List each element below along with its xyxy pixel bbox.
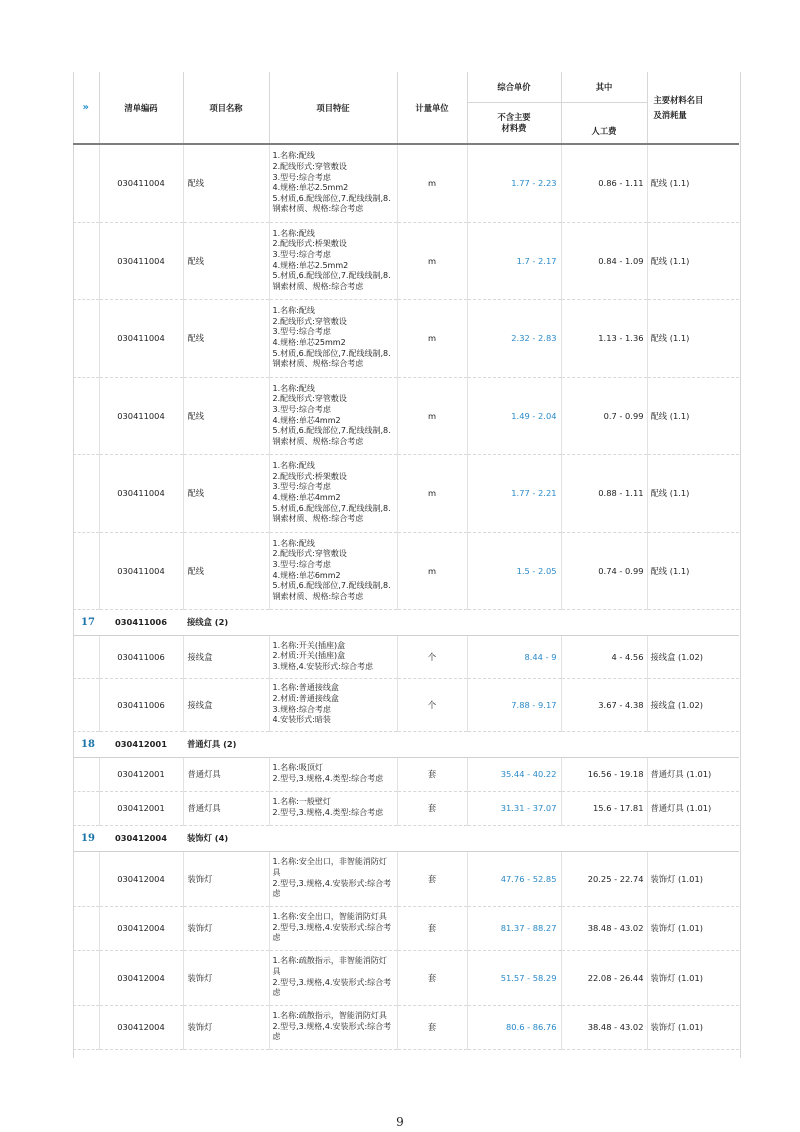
item-feature: 1.名称:疏散指示，智能消防灯具 2.型号,3.规格,4.安装形式:综合考虑 <box>269 1005 397 1049</box>
item-material: 配线 (1.1) <box>647 377 739 454</box>
item-labor: 3.67 - 4.38 <box>561 678 647 731</box>
col-header-excl-material: 不含主要 材料费 <box>467 103 561 145</box>
item-labor: 0.74 - 0.99 <box>561 532 647 609</box>
item-name: 装饰灯 <box>183 906 269 950</box>
item-feature: 1.名称:配线 2.配线形式:穿管敷设 3.型号:综合考虑 4.规格:单芯6mm2 5.材质,6.配线部位,7.配线线制,8.钢索材质、规格:综合考虑 <box>269 532 397 609</box>
table-row <box>73 532 739 609</box>
item-unit: 套 <box>397 851 467 906</box>
row-spacer <box>73 851 99 906</box>
item-unit: 套 <box>397 1005 467 1049</box>
bill-of-quantities-table <box>73 72 739 1050</box>
table-row <box>73 906 739 950</box>
item-material: 装饰灯 (1.01) <box>647 1005 739 1049</box>
item-feature: 1.名称:安全出口，智能消防灯具 2.型号,3.规格,4.安装形式:综合考虑 <box>269 906 397 950</box>
row-spacer <box>73 144 99 222</box>
item-name: 配线 <box>183 144 269 222</box>
item-code: 030412001 <box>99 757 183 791</box>
item-unit: m <box>397 377 467 454</box>
item-code: 030412004 <box>99 851 183 906</box>
item-code: 030411004 <box>99 532 183 609</box>
item-labor: 38.48 - 43.02 <box>561 906 647 950</box>
item-unit: 套 <box>397 950 467 1005</box>
item-material: 配线 (1.1) <box>647 222 739 299</box>
item-material: 装饰灯 (1.01) <box>647 906 739 950</box>
page-number: 9 <box>396 1115 404 1129</box>
item-unit: m <box>397 532 467 609</box>
item-code: 030411004 <box>99 144 183 222</box>
item-labor: 20.25 - 22.74 <box>561 851 647 906</box>
table-row <box>73 757 739 791</box>
item-labor: 0.86 - 1.11 <box>561 144 647 222</box>
item-material: 接线盒 (1.02) <box>647 635 739 678</box>
item-unit: m <box>397 222 467 299</box>
item-material: 配线 (1.1) <box>647 532 739 609</box>
item-feature: 1.名称:配线 2.配线形式:桥架敷设 3.型号:综合考虑 4.规格:单芯2.5mm2 5.材质,6.配线部位,7.配线线制,8.钢索材质、规格:综合考虑 <box>269 222 397 299</box>
col-header-name: 项目名称 <box>183 72 269 144</box>
item-material: 配线 (1.1) <box>647 299 739 377</box>
col-header-unit: 计量单位 <box>397 72 467 144</box>
item-labor: 0.88 - 1.11 <box>561 454 647 532</box>
item-unit: 个 <box>397 635 467 678</box>
item-name: 接线盒 <box>183 635 269 678</box>
table-row <box>73 851 739 906</box>
table-row <box>73 791 739 825</box>
item-code: 030411004 <box>99 299 183 377</box>
item-labor: 15.6 - 17.81 <box>561 791 647 825</box>
table-row <box>73 1005 739 1049</box>
group-row <box>73 825 739 851</box>
item-price: 1.7 - 2.17 <box>467 222 561 299</box>
col-header-code: 清单编码 <box>99 72 183 144</box>
group-number: 19 <box>73 825 99 851</box>
item-feature: 1.名称:安全出口，非智能消防灯具 2.型号,3.规格,4.安装形式:综合考虑 <box>269 851 397 906</box>
group-code: 030412004 <box>99 825 183 851</box>
item-material: 装饰灯 (1.01) <box>647 950 739 1005</box>
group-row <box>73 731 739 757</box>
item-code: 030411006 <box>99 678 183 731</box>
item-price: 1.5 - 2.05 <box>467 532 561 609</box>
item-code: 030411004 <box>99 454 183 532</box>
item-name: 接线盒 <box>183 678 269 731</box>
item-unit: m <box>397 299 467 377</box>
table-row <box>73 454 739 532</box>
item-feature: 1.名称:配线 2.配线形式:穿管敷设 3.型号:综合考虑 4.规格:单芯25mm2 5.材质,6.配线部位,7.配线线制,8.钢索材质、规格:综合考虑 <box>269 299 397 377</box>
item-price: 35.44 - 40.22 <box>467 757 561 791</box>
item-feature: 1.名称:配线 2.配线形式:穿管敷设 3.型号:综合考虑 4.规格:单芯4mm2 5.材质,6.配线部位,7.配线线制,8.钢索材质、规格:综合考虑 <box>269 377 397 454</box>
item-code: 030411004 <box>99 377 183 454</box>
row-spacer <box>73 791 99 825</box>
col-header-among: 其中 <box>561 72 647 103</box>
table-row <box>73 950 739 1005</box>
item-name: 普通灯具 <box>183 757 269 791</box>
item-unit: 套 <box>397 791 467 825</box>
item-name: 配线 <box>183 222 269 299</box>
item-unit: 个 <box>397 678 467 731</box>
item-name: 配线 <box>183 454 269 532</box>
group-code: 030411006 <box>99 609 183 635</box>
group-code: 030412001 <box>99 731 183 757</box>
item-name: 装饰灯 <box>183 851 269 906</box>
item-feature: 1.名称:配线 2.配线形式:穿管敷设 3.型号:综合考虑 4.规格:单芯2.5mm2 5.材质,6.配线部位,7.配线线制,8.钢索材质、规格:综合考虑 <box>269 144 397 222</box>
item-price: 1.49 - 2.04 <box>467 377 561 454</box>
item-feature: 1.名称:一般壁灯 2.型号,3.规格,4.类型:综合考虑 <box>269 791 397 825</box>
row-spacer <box>73 377 99 454</box>
sort-toggle[interactable] <box>73 72 99 144</box>
item-name: 配线 <box>183 377 269 454</box>
item-code: 030412004 <box>99 906 183 950</box>
item-name: 配线 <box>183 299 269 377</box>
item-labor: 4 - 4.56 <box>561 635 647 678</box>
item-material: 配线 (1.1) <box>647 454 739 532</box>
item-unit: 套 <box>397 906 467 950</box>
item-price: 8.44 - 9 <box>467 635 561 678</box>
item-price: 1.77 - 2.23 <box>467 144 561 222</box>
item-material: 普通灯具 (1.01) <box>647 791 739 825</box>
row-spacer <box>73 906 99 950</box>
col-header-main-material: 主要材料名目 及消耗量 <box>647 72 739 144</box>
table-row <box>73 635 739 678</box>
item-unit: m <box>397 144 467 222</box>
item-code: 030411004 <box>99 222 183 299</box>
table-body <box>73 144 739 1049</box>
item-name: 装饰灯 <box>183 1005 269 1049</box>
item-material: 装饰灯 (1.01) <box>647 851 739 906</box>
item-code: 030412004 <box>99 1005 183 1049</box>
table-row <box>73 144 739 222</box>
group-number: 17 <box>73 609 99 635</box>
row-spacer <box>73 1005 99 1049</box>
item-price: 47.76 - 52.85 <box>467 851 561 906</box>
col-header-feature: 项目特征 <box>269 72 397 144</box>
item-name: 装饰灯 <box>183 950 269 1005</box>
row-spacer <box>73 678 99 731</box>
item-unit: 套 <box>397 757 467 791</box>
item-material: 普通灯具 (1.01) <box>647 757 739 791</box>
item-feature: 1.名称:疏散指示，非智能消防灯具 2.型号,3.规格,4.安装形式:综合考虑 <box>269 950 397 1005</box>
item-code: 030412004 <box>99 950 183 1005</box>
group-number: 18 <box>73 731 99 757</box>
item-feature: 1.名称:开关(插座)盒 2.材质:开关(插座)盒 3.规格,4.安装形式:综合考虑 <box>269 635 397 678</box>
double-chevron-down-icon[interactable]: » <box>82 102 89 113</box>
item-price: 81.37 - 88.27 <box>467 906 561 950</box>
group-title: 普通灯具 (2) <box>183 731 739 757</box>
row-spacer <box>73 454 99 532</box>
table-row <box>73 299 739 377</box>
item-labor: 38.48 - 43.02 <box>561 1005 647 1049</box>
row-spacer <box>73 950 99 1005</box>
item-feature: 1.名称:吸顶灯 2.型号,3.规格,4.类型:综合考虑 <box>269 757 397 791</box>
table-row <box>73 222 739 299</box>
item-feature: 1.名称:配线 2.配线形式:桥架敷设 3.型号:综合考虑 4.规格:单芯4mm2 5.材质,6.配线部位,7.配线线制,8.钢索材质、规格:综合考虑 <box>269 454 397 532</box>
col-header-combined-price: 综合单价 <box>467 72 561 103</box>
item-labor: 0.84 - 1.09 <box>561 222 647 299</box>
row-spacer <box>73 635 99 678</box>
item-code: 030412001 <box>99 791 183 825</box>
group-row <box>73 609 739 635</box>
item-labor: 1.13 - 1.36 <box>561 299 647 377</box>
item-material: 接线盒 (1.02) <box>647 678 739 731</box>
item-labor: 16.56 - 19.18 <box>561 757 647 791</box>
item-price: 1.77 - 2.21 <box>467 454 561 532</box>
item-material: 配线 (1.1) <box>647 144 739 222</box>
item-price: 51.57 - 58.29 <box>467 950 561 1005</box>
item-unit: m <box>397 454 467 532</box>
item-labor: 22.08 - 26.44 <box>561 950 647 1005</box>
item-feature: 1.名称:普通接线盒 2.材质:普通接线盒 3.规格:综合考虑 4.安装形式:暗装 <box>269 678 397 731</box>
row-spacer <box>73 299 99 377</box>
item-price: 7.88 - 9.17 <box>467 678 561 731</box>
item-name: 普通灯具 <box>183 791 269 825</box>
item-price: 2.32 - 2.83 <box>467 299 561 377</box>
item-price: 80.6 - 86.76 <box>467 1005 561 1049</box>
item-price: 31.31 - 37.07 <box>467 791 561 825</box>
group-title: 接线盒 (2) <box>183 609 739 635</box>
item-code: 030411006 <box>99 635 183 678</box>
row-spacer <box>73 222 99 299</box>
table-row <box>73 678 739 731</box>
group-title: 装饰灯 (4) <box>183 825 739 851</box>
item-name: 配线 <box>183 532 269 609</box>
item-labor: 0.7 - 0.99 <box>561 377 647 454</box>
row-spacer <box>73 757 99 791</box>
row-spacer <box>73 532 99 609</box>
col-header-labor: 人工费 <box>561 103 647 145</box>
table-row <box>73 377 739 454</box>
